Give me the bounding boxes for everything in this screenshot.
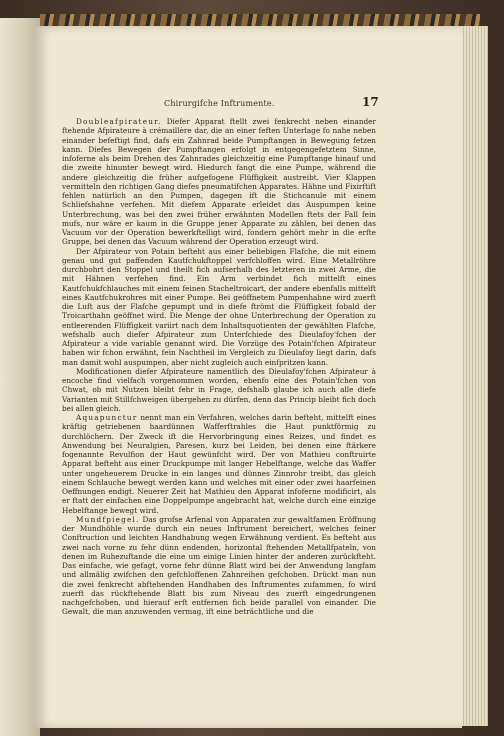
running-title: Chirurgifche Inftrumente. bbox=[164, 99, 275, 108]
paragraph bbox=[62, 247, 376, 367]
paragraph-lead: Aquapunctur bbox=[76, 413, 138, 422]
paragraph-text: Der Afpirateur von Potain befteht aus einer beliebigen Flafche, die mit einem genau und gut paffenden Kautfchukftoppel verfchloffen wird. Eine Metallröhre durchbohrt den Stoppel und theilt fich aufserhalb des letzteren in zwei Arme, die mit Hähnen verfehen find. Ein Arm verbindet fich mittelft eines Kautfchukfchlauches mit einem feinen Stacheltroicart, der andere ebenfalls mittelft eines Kautfchukrohres mit einer Pumpe. Bei geöffnetem Pumpenhahne wird zuerft die Luft aus der Flafche gepumpt und in diefe ftrömt die Flüffigkeit fobald der Troicarthahn geöffnet wird. Die Menge der ohne Unterbrechung der Operation zu entleerenden Flüffigkeit variirt nach dem Inhaltsquotienten der gewählten Flafche, wefshalb auch diefer Afpirateur zum Unterfchiede des Dieulafoy'fchen der Afpirateur a vide variable genannt wird. Die Vorzüge des Potain'fchen Afpirateur haben wir fchon erwähnt, fein Nachtheil im Vergleich zu Dieulafoy liegt darin, dafs man damit wohl auspumpen, aber nicht zugleich auch einfpritzen kann. bbox=[62, 246, 376, 367]
paragraph-text: Diefer Apparat ftellt zwei fenkrecht neben einander ftehende Afpirateure à crémaillère dar, die an einer feften Unterlage fo nahe neben einander befeftigt find, dafs ein Zahnrad beide Pumpftangen in Bewegung fetzen kann. Diefes Bewegen der Pumpftangen erfolgt in entgegengefetztem Sinne, infoferne als beim Drehen des Zahnrades gleichzeitig eine Pumpftange hinauf und die zweite hinunter bewegt wird. Hiedurch fangt die eine Pumpe, während die andere gleichzeitig die früher aufgefogene Flüffigkeit austreibt. Vier Klappen vermitteln den richtigen Gang diefes pneumatifchen Apparates. Hähne und Fixirftift fehlen natürlich an den Pumpen, dagegen ift die Stichcanule mit einem Schliefshahne verfehen. Mit diefem Apparate erleidet das Auspumpen keine Unterbrechung, was bei den zwei früher erwähnten Modellen ftets der Fall fein mufs, nur wäre er kaum in die Gruppe jener Apparate zu zählen, bei denen das Vacuum vor der Operation bewerkftelligt wird, fondern gehört mehr in die erfte Gruppe, bei denen das Vacuum während der Operation erzeugt wird. bbox=[62, 117, 376, 247]
page-number: 17 bbox=[362, 95, 379, 109]
page-stack-edge bbox=[458, 26, 488, 726]
paragraph bbox=[62, 413, 376, 515]
paragraph-lead: Mundfpiegel. bbox=[76, 514, 140, 524]
paragraph-lead: Doubleafpirateur. bbox=[76, 117, 162, 126]
paragraph bbox=[62, 367, 376, 413]
page-body bbox=[62, 117, 376, 617]
paragraph-text: Modificationen diefer Afpirateure namentlich des Dieulafoy'fchen Afpirateur à encoche find vielfach vorgenommen worden, ebenfo eine des Potain'fchen von Chwat, ob mit Nutzen bleibt fehr in Frage, defshalb glaube ich auch alle diefe Varianten mit Stillfchweigen übergehen zu dürfen, denn das Princip bleibt fich doch bei allen gleich. bbox=[62, 366, 376, 413]
paragraph-text: Das grofse Arfenal von Apparaten zur gewaltfamen Eröffnung der Mundhöhle wurde durch ein neues Inftrument bereichert, welches feiner Conftruction und leichten Handhabung wegen Erwähnung verdient. Es befteht aus zwei nach vorne zu fehr dünn endenden, horizontal ftehenden Metallfpateln, von denen im Ruhezuftande die eine um einige Linien hinter der anderen zurückfteht. Das einfache, wie gefagt, vorne fehr dünne Blatt wird bei der Anwendung langfam und allmälig zwifchen den gefchloffenen Zahnreihen gefchoben. Drückt man nun die zwei fenkrecht abftehenden Handhaben des Inftrumentes zufammen, fo wird zuerft das rückftehende Blatt bis zum Niveau des zuerft eingedrungenen nachgefchoben, und hierauf erft entfernen fich beide parallel von einander. Die Gewalt, die man anzuwenden vermag, ift eine beträchtliche und die bbox=[62, 514, 376, 617]
paragraph bbox=[62, 515, 376, 617]
paragraph-text: nennt man ein Verfahren, welches darin befteht, mittelft eines kräftig getriebenen haardünnen Wafferftrahles die Haut punktförmig zu durchlöchern. Der Zweck ift die Hervorbringung eines Reizes, und findet es Anwendung bei Neuralgien, Paresen, kurz bei Leiden, bei denen eine ftärkere fogenannte Revulfion der Haut gewünfcht wird. Der von Mathieu conftruirte Apparat befteht aus einer Druckpumpe mit langer Hebelftange, welche das Waffer unter ungeheuerem Drucke in ein langes und dünnes Zinnrohr treibt, das gleich einem Schlauche bewegt werden kann und welches mit einer oder zwei haarfeinen Oeffnungen endigt. Neuerer Zeit hat Mathieu den Apparat infoferne modificirt, als er ftatt der einfachen eine Doppelpumpe angebracht hat, welche durch eine einzige Hebelftange bewegt wird. bbox=[62, 413, 376, 515]
book-page bbox=[34, 26, 462, 728]
paragraph bbox=[62, 117, 376, 247]
running-header bbox=[34, 95, 462, 111]
